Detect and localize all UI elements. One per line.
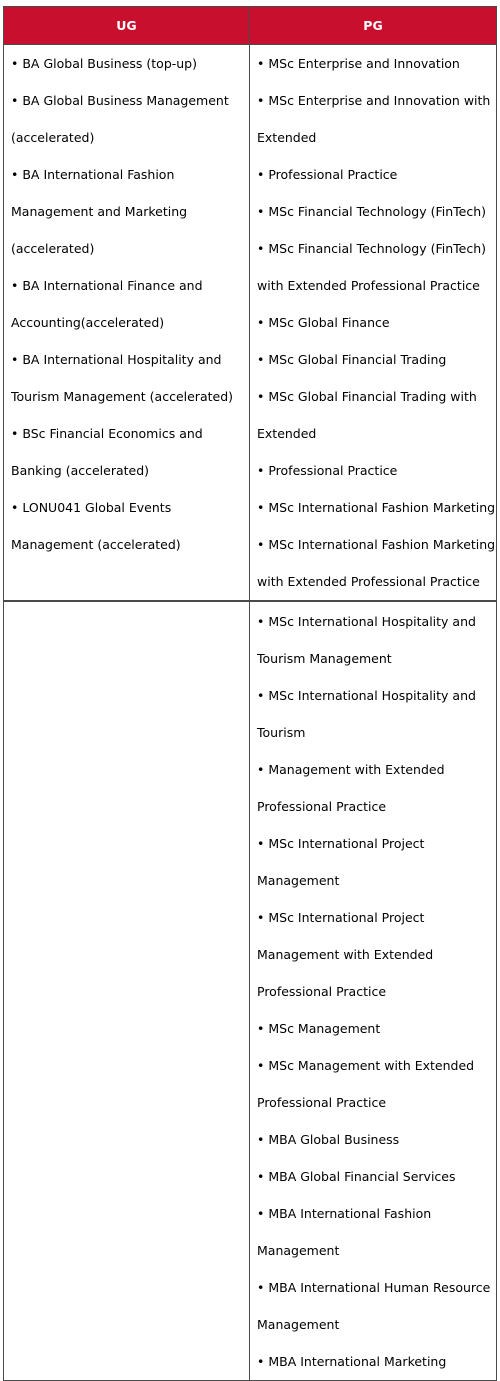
pg-list [250,602,496,1380]
programme-line: • MSc International Hospitality and [257,688,476,703]
table-row [4,45,497,601]
programme-line: • BA International Hospitality and [11,352,222,367]
programme-line: Tourism Management [257,651,392,666]
programme-line: Management [257,873,340,888]
programme-line: • BA International Finance and [11,278,203,293]
programme-line: • MSc International Fashion Marketing [257,500,496,515]
programme-line: • BA Global Business (top-up) [11,56,197,71]
programme-line: • MBA International Human Resource [257,1280,491,1295]
programme-line: Management with Extended [257,947,434,962]
programme-line: • MSc International Project [257,910,425,925]
programme-line: • MSc Management with Extended [257,1058,475,1073]
programme-line: Management and Marketing [11,204,188,219]
ug-cell [4,602,250,1381]
programme-line: • BA International Fashion [11,167,175,182]
ug-list [4,602,249,603]
programme-line: • MSc Financial Technology (FinTech) [257,241,487,256]
programme-line: • MBA International Marketing [257,1354,447,1369]
programme-line: with Extended Professional Practice [257,278,480,293]
programme-line: Professional Practice [257,799,387,814]
header-row [4,7,497,45]
programme-line: Management (accelerated) [11,537,181,552]
programme-line: Extended [257,130,317,145]
programme-line: • MSc Global Financial Trading [257,352,447,367]
ug-cell [4,45,250,601]
programme-line: Extended [257,426,317,441]
programme-line: • Management with Extended [257,762,445,777]
programme-line: Professional Practice [257,1095,387,1110]
programme-line: • MSc Global Finance [257,315,390,330]
programme-line: Banking (accelerated) [11,463,150,478]
programme-line: Accounting(accelerated) [11,315,165,330]
programme-line: • BA Global Business Management [11,93,229,108]
programme-line: (accelerated) [11,130,95,145]
programme-line: • MBA Global Financial Services [257,1169,456,1184]
pg-list [250,45,496,600]
programme-line: • MBA Global Business [257,1132,400,1147]
programme-line: • BSc Financial Economics and [11,426,203,441]
programme-line: Tourism [257,725,306,740]
programme-line: • MSc Enterprise and Innovation with [257,93,491,108]
pg-cell [250,45,497,601]
ug-list [4,45,249,563]
programmes-table-2 [3,601,497,1381]
pg-header: PG [250,7,497,45]
programme-line: (accelerated) [11,241,95,256]
programme-line: • MSc International Fashion Marketing [257,537,496,552]
programme-line: • Professional Practice [257,463,398,478]
programme-line: • MSc Enterprise and Innovation [257,56,460,71]
programme-line: • MSc International Project [257,836,425,851]
programme-line: Management [257,1243,340,1258]
ug-header: UG [4,7,250,45]
programme-line: • LONU041 Global Events [11,500,172,515]
programme-line: • MSc International Hospitality and [257,614,476,629]
programme-line: with Extended Professional Practice [257,574,480,589]
programmes-table-1 [3,6,497,601]
programme-line: • MSc Management [257,1021,381,1036]
table-row [4,602,497,1381]
pg-cell [250,602,497,1381]
programme-line: • MSc Global Financial Trading with [257,389,477,404]
programme-line: Tourism Management (accelerated) [11,389,234,404]
programme-line: • MBA International Fashion [257,1206,432,1221]
programme-line: Management [257,1317,340,1332]
programme-line: • MSc Financial Technology (FinTech) [257,204,487,219]
programme-line: Professional Practice [257,984,387,999]
programme-line: • Professional Practice [257,167,398,182]
